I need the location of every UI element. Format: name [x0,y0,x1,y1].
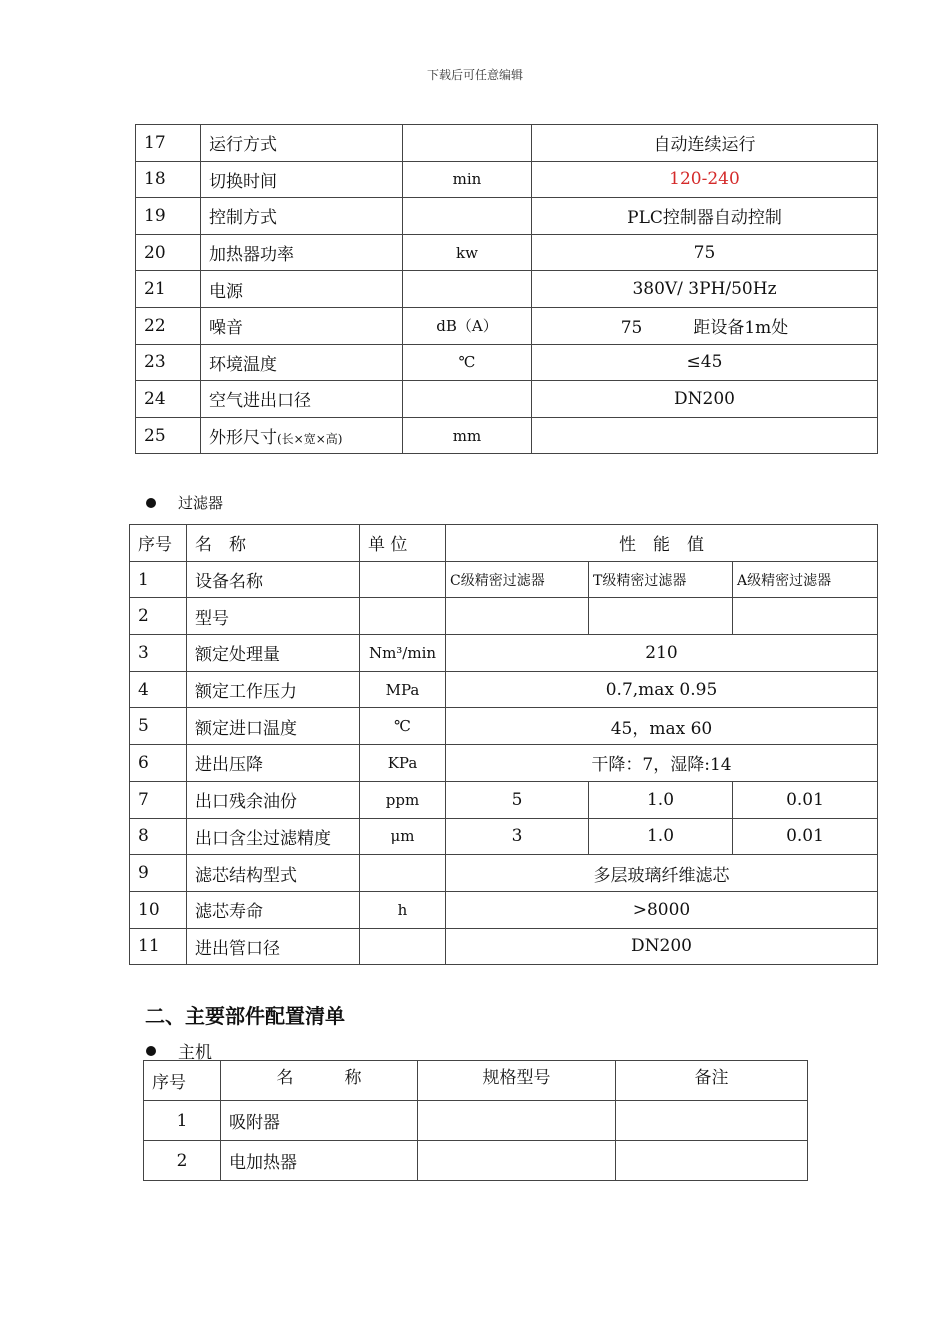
row-unit: kw [403,234,532,271]
row-name: 加热器功率 [201,234,403,271]
table-row [130,928,878,965]
row-spec [418,1141,616,1181]
row-t: 1.0 [589,781,733,818]
row-name: 出口残余油份 [187,781,360,818]
table-row [130,891,878,928]
row-t: T级精密过滤器 [589,561,733,598]
table-row [130,818,878,855]
row-no: 5 [130,708,187,745]
row-unit: min [403,161,532,198]
row-no: 17 [136,125,201,162]
row-no: 20 [136,234,201,271]
row-value: 380V/ 3PH/50Hz [532,271,878,308]
section-title: 二、主要部件配置清单 [145,1004,345,1028]
table-row [144,1101,808,1141]
table-row [130,708,878,745]
table-row [136,417,878,454]
row-unit [360,598,446,635]
row-no: 23 [136,344,201,381]
row-no: 21 [136,271,201,308]
row-no: 1 [144,1101,221,1141]
row-no: 19 [136,198,201,235]
row-merged-value: DN200 [446,928,878,965]
row-merged-value: 0.7,max 0.95 [446,671,878,708]
table-row [144,1141,808,1181]
component-table [143,1060,808,1181]
row-unit: ℃ [403,344,532,381]
row-value [532,417,878,454]
row-unit [403,125,532,162]
row-merged-value: 干降：7，湿降:14 [446,745,878,782]
row-value: 120-240 [532,161,878,198]
row-unit [403,198,532,235]
row-unit [403,271,532,308]
row-value: 75 距设备1m处 [532,307,878,344]
row-merged-value: 多层玻璃纤维滤芯 [446,855,878,892]
row-t: 1.0 [589,818,733,855]
row-c: 3 [446,818,589,855]
table-row [136,198,878,235]
row-name: 电加热器 [221,1141,418,1181]
filter-table [129,524,878,965]
row-name: 控制方式 [201,198,403,235]
header-name: 名 称 [187,525,360,562]
header-value: 性 能 值 [446,525,878,562]
row-merged-value: 45，max 60 [446,708,878,745]
row-unit: μm [360,818,446,855]
header-name: 名 称 [221,1061,418,1101]
row-name: 滤芯寿命 [187,891,360,928]
row-name: 额定进口温度 [187,708,360,745]
row-c: 5 [446,781,589,818]
header-note: 备注 [616,1061,808,1101]
row-no: 3 [130,635,187,672]
table-row [136,381,878,418]
row-unit: ppm [360,781,446,818]
row-no: 4 [130,671,187,708]
row-unit: Nm³/min [360,635,446,672]
row-no: 6 [130,745,187,782]
bullet-dot-icon [146,498,156,508]
table-row [130,855,878,892]
row-no: 18 [136,161,201,198]
row-value: DN200 [532,381,878,418]
row-c: C级精密过滤器 [446,561,589,598]
row-a: 0.01 [733,781,878,818]
row-name: 进出管口径 [187,928,360,965]
row-no: 22 [136,307,201,344]
row-note [616,1101,808,1141]
row-name: 电源 [201,271,403,308]
row-name: 额定工作压力 [187,671,360,708]
row-unit: MPa [360,671,446,708]
row-name-main: 外形尺寸 [209,428,277,449]
row-name: 出口含尘过滤精度 [187,818,360,855]
row-no: 10 [130,891,187,928]
table-row [136,271,878,308]
row-name: 切换时间 [201,161,403,198]
table-row [136,234,878,271]
row-unit [360,855,446,892]
table-row [136,344,878,381]
row-name: 设备名称 [187,561,360,598]
spec-table-continued [135,124,878,454]
row-no: 24 [136,381,201,418]
row-value: PLC控制器自动控制 [532,198,878,235]
row-unit: dB（A） [403,307,532,344]
row-unit: KPa [360,745,446,782]
table-row [130,561,878,598]
table-row [136,161,878,198]
header-no: 序号 [144,1061,221,1101]
row-unit [360,561,446,598]
row-name: 环境温度 [201,344,403,381]
row-no: 25 [136,417,201,454]
row-no: 9 [130,855,187,892]
row-no: 8 [130,818,187,855]
row-a [733,598,878,635]
table-row [130,781,878,818]
row-name: 空气进出口径 [201,381,403,418]
header-spec: 规格型号 [418,1061,616,1101]
row-name: 运行方式 [201,125,403,162]
filter-bullet-label: 过滤器 [178,494,224,512]
row-unit: ℃ [360,708,446,745]
row-unit [360,928,446,965]
row-a: 0.01 [733,818,878,855]
table-row [130,671,878,708]
row-value: ≤45 [532,344,878,381]
row-value: 75 [532,234,878,271]
row-name: 吸附器 [221,1101,418,1141]
row-note [616,1141,808,1181]
filter-bullet [146,492,223,513]
row-no: 7 [130,781,187,818]
row-unit [403,381,532,418]
row-c [446,598,589,635]
table-row [130,598,878,635]
header-note: 下载后可任意编辑 [426,68,523,82]
table-row [130,635,878,672]
row-name-sub: (长×宽×高) [277,432,343,447]
header-no: 序号 [130,525,187,562]
row-no: 2 [130,598,187,635]
row-name: 噪音 [201,307,403,344]
row-name: 额定处理量 [187,635,360,672]
row-name: 滤芯结构型式 [187,855,360,892]
row-name: 型号 [187,598,360,635]
row-no: 2 [144,1141,221,1181]
host-bullet-label: 主机 [178,1043,212,1063]
row-value: 自动连续运行 [532,125,878,162]
table-row [136,307,878,344]
row-unit: h [360,891,446,928]
row-merged-value: 210 [446,635,878,672]
row-name: 进出压降 [187,745,360,782]
table-header-row [130,525,878,562]
row-no: 11 [130,928,187,965]
row-no: 1 [130,561,187,598]
header-unit: 单 位 [360,525,446,562]
row-unit: mm [403,417,532,454]
row-t [589,598,733,635]
row-merged-value: >8000 [446,891,878,928]
bullet-dot-icon [146,1046,156,1056]
row-name [201,417,403,454]
row-a: A级精密过滤器 [733,561,878,598]
table-row [136,125,878,162]
row-spec [418,1101,616,1141]
table-row [130,745,878,782]
table-header-row [144,1061,808,1101]
